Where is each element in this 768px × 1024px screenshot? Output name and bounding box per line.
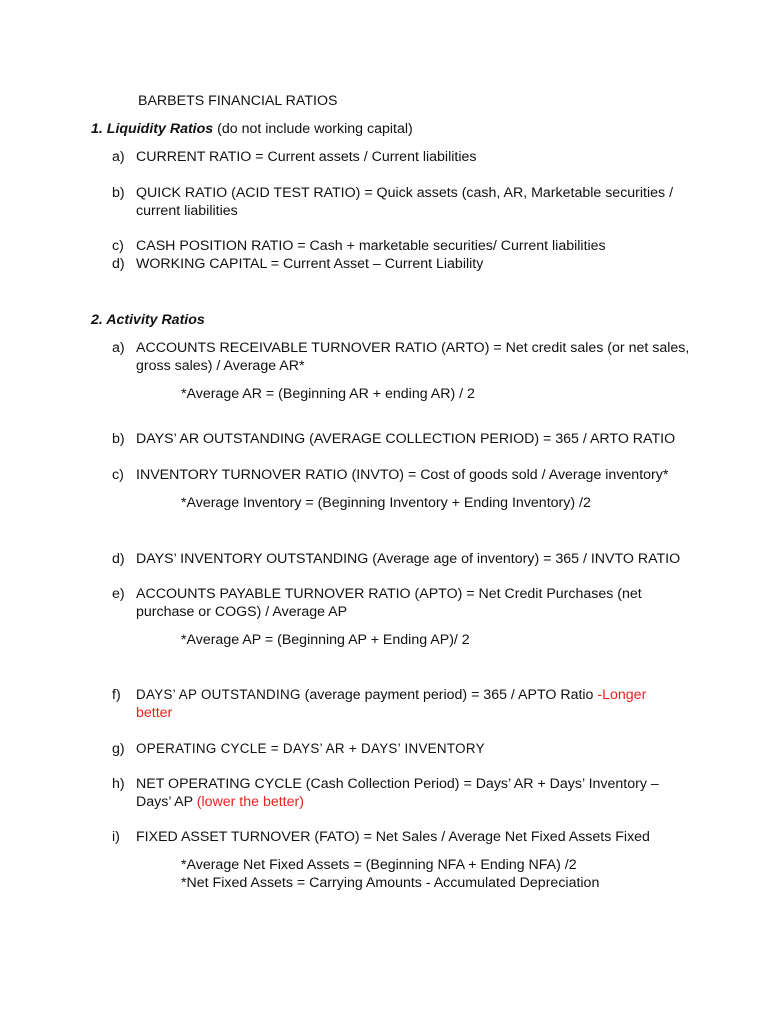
list-marker: c) — [112, 238, 124, 254]
list-marker: i) — [112, 829, 120, 845]
section-note: (do not include working capital) — [213, 121, 413, 137]
list-item-net-operating-cycle: NET OPERATING CYCLE (Cash Collection Period) = Days’ AR + Days’ Inventory – — [136, 776, 659, 792]
page-title: BARBETS FINANCIAL RATIOS — [138, 93, 338, 109]
list-marker: a) — [112, 149, 125, 165]
list-marker: b) — [112, 431, 125, 447]
list-item-apto-cont: purchase or COGS) / Average AP — [136, 604, 348, 620]
list-item-invto: INVENTORY TURNOVER RATIO (INVTO) = Cost of goods sold / Average inventory* — [136, 467, 669, 483]
list-item-arto-cont: gross sales) / Average AR* — [136, 358, 305, 374]
list-item-quick-ratio-cont: current liabilities — [136, 203, 238, 219]
list-marker: h) — [112, 776, 125, 792]
list-item-working-capital: WORKING CAPITAL = Current Asset – Current Liability — [136, 256, 484, 272]
list-marker: c) — [112, 467, 124, 483]
note-average-ar: *Average AR = (Beginning AR + ending AR) / 2 — [181, 386, 475, 402]
note-average-ap: *Average AP = (Beginning AP + Ending AP)/ 2 — [181, 632, 470, 648]
note-average-inventory: *Average Inventory = (Beginning Inventory + Ending Inventory) /2 — [181, 495, 591, 511]
days-ap-formula: (average payment period) = 365 / APTO Ratio — [300, 687, 598, 703]
list-item-days-ar: DAYS’ AR OUTSTANDING (AVERAGE COLLECTION PERIOD) = 365 / ARTO RATIO — [136, 431, 676, 447]
list-item-cash-position: CASH POSITION RATIO = Cash + marketable securities/ Current liabilities — [136, 238, 606, 254]
days-ap-text: Days’ AP — [136, 794, 197, 810]
list-item-fato: FIXED ASSET TURNOVER (FATO) = Net Sales / Average Net Fixed Assets Fixed — [136, 829, 650, 845]
list-marker: e) — [112, 586, 125, 602]
note-net-fixed-assets: *Net Fixed Assets = Carrying Amounts - Accumulated Depreciation — [181, 875, 600, 891]
list-marker: g) — [112, 741, 125, 757]
section-heading-text: 1. Liquidity Ratios — [91, 121, 214, 137]
list-marker: b) — [112, 185, 125, 201]
list-item-arto: ACCOUNTS RECEIVABLE TURNOVER RATIO (ARTO) = Net credit sales (or net sales, — [136, 340, 690, 356]
list-item-apto: ACCOUNTS PAYABLE TURNOVER RATIO (APTO) = Net Credit Purchases (net — [136, 586, 642, 602]
list-item-days-inventory: DAYS’ INVENTORY OUTSTANDING (Average age of inventory) = 365 / INVTO RATIO — [136, 551, 681, 567]
list-item-operating-cycle: OPERATING CYCLE = DAYS’ AR + DAYS’ INVENTORY — [136, 741, 485, 756]
note-average-nfa: *Average Net Fixed Assets = (Beginning NFA + Ending NFA) /2 — [181, 857, 577, 873]
list-marker: d) — [112, 256, 125, 272]
longer-better-note-cont: better — [136, 705, 173, 721]
section-heading-text: 2. Activity Ratios — [91, 312, 205, 328]
list-marker: a) — [112, 340, 125, 356]
days-ap-caps: DAYS’ AP OUTSTANDING — [136, 687, 301, 702]
list-marker: d) — [112, 551, 125, 567]
list-item-current-ratio: CURRENT RATIO = Current assets / Current liabilities — [136, 149, 477, 165]
list-item-net-operating-cycle-cont — [136, 793, 304, 811]
lower-better-note: (lower the better) — [196, 794, 304, 810]
list-item-days-ap — [136, 686, 646, 704]
list-item-quick-ratio: QUICK RATIO (ACID TEST RATIO) = Quick assets (cash, AR, Marketable securities / — [136, 185, 674, 201]
section-activity-heading — [91, 311, 205, 329]
longer-better-note: -Longer — [597, 687, 647, 703]
section-liquidity-heading — [91, 120, 413, 138]
list-marker: f) — [112, 687, 121, 703]
